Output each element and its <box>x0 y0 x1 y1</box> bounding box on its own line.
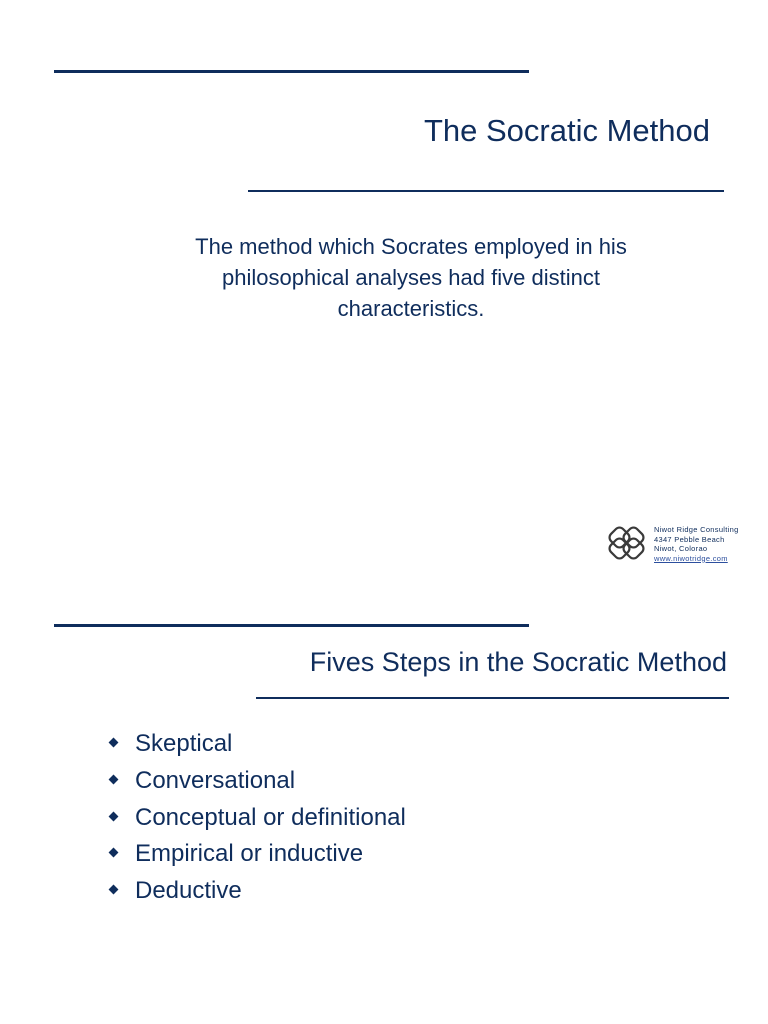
slide2-top-rule <box>54 624 529 627</box>
list-item <box>108 763 406 800</box>
list-item <box>108 726 406 763</box>
slide1-title: The Socratic Method <box>423 113 710 148</box>
slide1-body-line: philosophical analyses had five distinct <box>222 265 600 290</box>
diamond-bullet-icon <box>109 848 119 858</box>
list-item-label: Skeptical <box>135 730 233 757</box>
company-address <box>654 525 739 563</box>
list-item-label: Deductive <box>135 877 242 905</box>
slide1-body-line: characteristics. <box>337 296 485 321</box>
slide2-title: Fives Steps in the Socratic Method <box>309 647 727 677</box>
list-item-label: Conversational <box>135 766 296 794</box>
company-website-link[interactable]: www.niwotridge.com <box>654 553 728 563</box>
list-item <box>108 873 406 910</box>
list-item <box>108 836 406 873</box>
diamond-bullet-icon <box>109 885 119 895</box>
company-name: Niwot Ridge Consulting <box>654 525 739 534</box>
company-logo-block <box>606 524 756 564</box>
steps-list <box>108 726 406 910</box>
company-city: Niwot, Colorao <box>654 544 708 553</box>
slide1-top-rule <box>54 70 529 73</box>
slide1-body-text <box>100 231 722 324</box>
list-item-label: Conceptual or definitional <box>135 803 406 831</box>
list-item <box>108 800 406 837</box>
diamond-bullet-icon <box>109 811 119 821</box>
company-street: 4347 Pebble Beach <box>654 534 725 544</box>
slide1-title-underline <box>248 190 724 192</box>
slide1-body-line: The method which Socrates employed in his <box>195 234 627 259</box>
slide2-title-underline <box>256 697 729 699</box>
interlaced-knot-icon <box>606 524 650 562</box>
list-item-label: Empirical or inductive <box>135 840 364 868</box>
diamond-bullet-icon <box>109 738 119 748</box>
diamond-bullet-icon <box>109 774 119 784</box>
